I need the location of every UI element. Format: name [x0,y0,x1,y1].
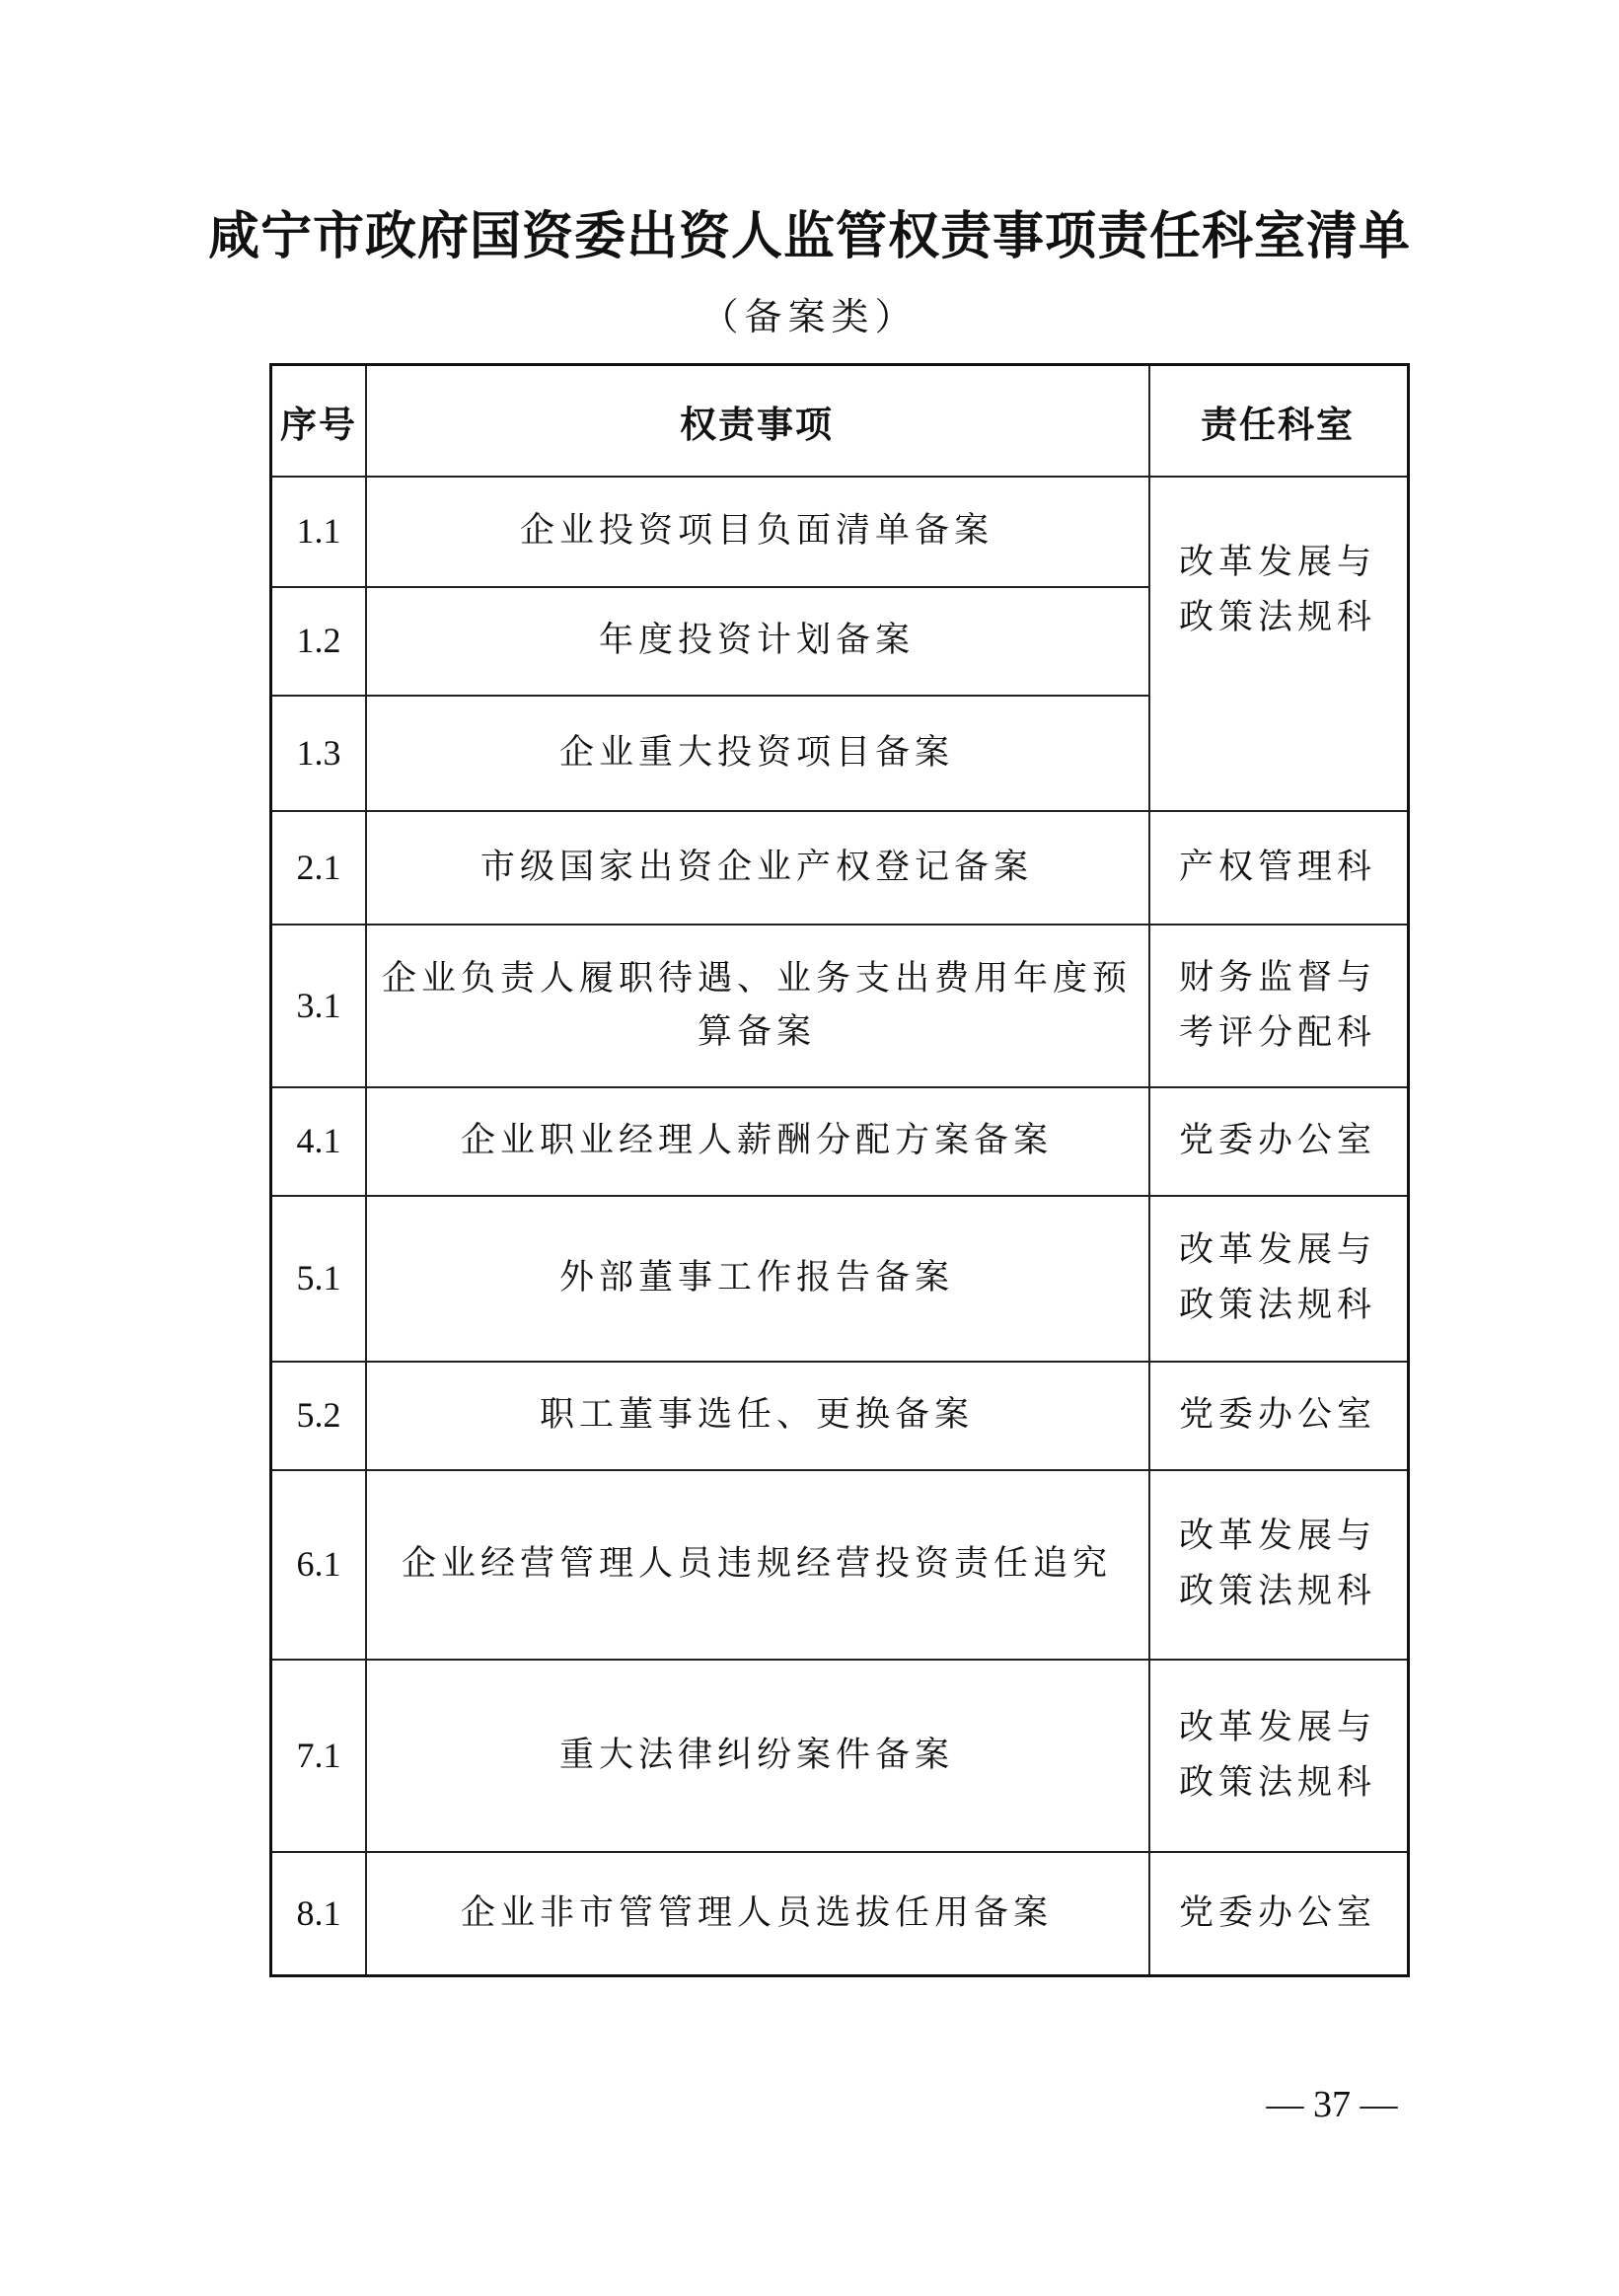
header-department: 责任科室 [1201,403,1355,446]
responsibility-table [269,363,1410,1977]
row-department: 改革发展与政策法规科 [1178,1707,1376,1803]
row-number: 6.1 [296,1544,341,1584]
row-number: 3.1 [296,985,341,1025]
row-department: 改革发展与政策法规科 [1178,1517,1376,1611]
row-department: 产权管理科 [1178,847,1376,887]
row-item: 企业负责人履职待遇、业务支出费用年度预算备案 [381,958,1132,1052]
document-subtitle: （备案类） [700,295,919,338]
row-number: 1.3 [296,732,341,773]
row-item: 企业非市管管理人员选拔任用备案 [460,1892,1053,1933]
row-item: 年度投资计划备案 [598,621,915,660]
document-title: 咸宁市政府国资委出资人监管权责事项责任科室清单 [207,206,1411,266]
row-number: 5.2 [296,1395,341,1435]
row-number: 7.1 [296,1735,341,1775]
row-department: 改革发展与政策法规科 [1178,1230,1376,1325]
row-item: 市级国家出资企业产权登记备案 [479,847,1033,887]
row-number: 4.1 [296,1121,341,1160]
row-item: 企业职业经理人薪酬分配方案备案 [460,1121,1053,1160]
row-department: 党委办公室 [1178,1121,1376,1160]
row-item: 企业经营管理人员违规经营投资责任追究 [401,1544,1112,1584]
row-item: 职工董事选任、更换备案 [539,1395,974,1435]
row-item: 企业投资项目负面清单备案 [519,511,993,551]
page-number: — 37 — [1266,2084,1398,2125]
row-number: 2.1 [296,847,341,887]
header-number: 序号 [280,403,357,446]
row-number: 1.1 [296,511,341,551]
row-department: 党委办公室 [1178,1892,1376,1933]
row-department: 财务监督与考评分配科 [1178,957,1376,1053]
row-number: 1.2 [296,621,341,660]
row-department: 党委办公室 [1178,1395,1376,1435]
row-department-merged: 改革发展与政策法规科 [1178,543,1376,637]
row-item: 外部董事工作报告备案 [558,1258,954,1297]
header-item: 权责事项 [680,403,834,446]
row-item: 企业重大投资项目备案 [558,732,954,773]
row-number: 8.1 [296,1892,341,1933]
row-item: 重大法律纠纷案件备案 [558,1735,954,1775]
row-number: 5.1 [296,1258,341,1297]
